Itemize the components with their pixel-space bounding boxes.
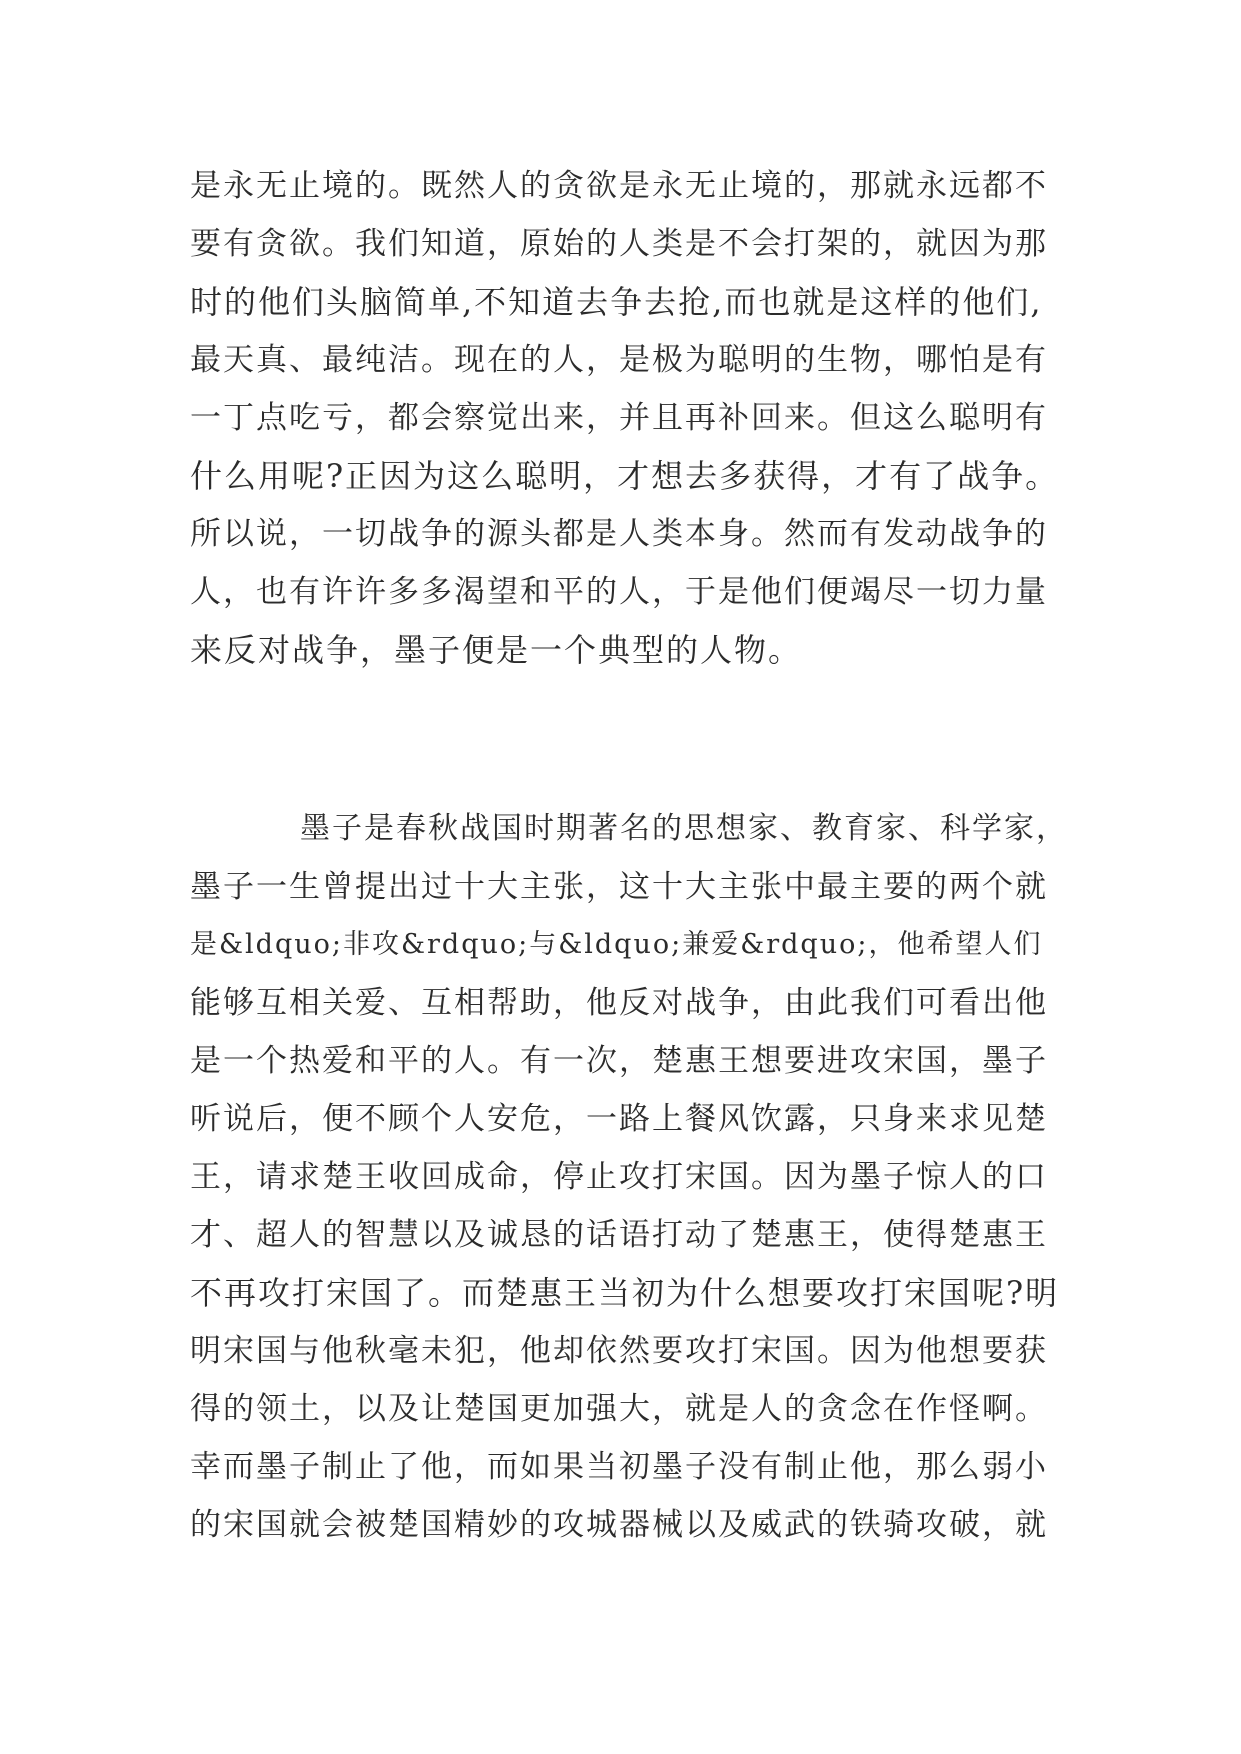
text-line: 墨子一生曾提出过十大主张，这十大主张中最主要的两个就 [190, 869, 1048, 905]
text-line: 不再攻打宋国了。而楚惠王当初为什么想要攻打宋国呢?明 [190, 1274, 1060, 1312]
text-line: 才、超人的智慧以及诚恳的话语打动了楚惠王，使得楚惠王 [190, 1217, 1048, 1253]
text-line: 是&ldquo;非攻&rdquo;与&ldquo;兼爱&rdquo;，他希望人们 [190, 929, 1043, 960]
text-line: 所以说，一切战争的源头都是人类本身。然而有发动战争的 [190, 516, 1048, 552]
text-line: 得的领土，以及让楚国更加强大，就是人的贪念在作怪啊。 [190, 1391, 1048, 1427]
text-line: 明宋国与他秋毫未犯，他却依然要攻打宋国。因为他想要获 [190, 1333, 1048, 1369]
text-line: 时的他们头脑简单,不知道去争去抢,而也就是这样的他们, [190, 283, 1043, 321]
text-line: 王，请求楚王收回成命，停止攻打宋国。因为墨子惊人的口 [190, 1159, 1048, 1195]
text-line: 什么用呢?正因为这么聪明，才想去多获得，才有了战争。 [190, 457, 1060, 495]
text-line: 人，也有许许多多渴望和平的人，于是他们便竭尽一切力量 [190, 574, 1048, 610]
text-line: 的宋国就会被楚国精妙的攻城器械以及威武的铁骑攻破，就 [190, 1507, 1048, 1543]
text-line: 最天真、最纯洁。现在的人，是极为聪明的生物，哪怕是有 [190, 342, 1048, 378]
text-line: 幸而墨子制止了他，而如果当初墨子没有制止他，那么弱小 [190, 1449, 1048, 1485]
text-line: 一丁点吃亏，都会察觉出来，并且再补回来。但这么聪明有 [190, 400, 1048, 436]
text-line: 要有贪欲。我们知道，原始的人类是不会打架的，就因为那 [190, 226, 1048, 262]
paragraph-1 [190, 157, 1070, 679]
text-line: 来反对战争，墨子便是一个典型的人物。 [190, 631, 803, 669]
text-line: 是永无止境的。既然人的贪欲是永无止境的，那就永远都不 [190, 168, 1048, 204]
text-line: 是一个热爱和平的人。有一次，楚惠王想要进攻宋国，墨子 [190, 1043, 1048, 1079]
text-line: 能够互相关爱、互相帮助，他反对战争，由此我们可看出他 [190, 985, 1048, 1021]
text-line: 听说后，便不顾个人安危，一路上餐风饮露，只身来求见楚 [190, 1101, 1048, 1137]
paragraph-2 [190, 800, 1070, 1554]
text-line-indented: 墨子是春秋战国时期著名的思想家、教育家、科学家， [300, 811, 1068, 846]
